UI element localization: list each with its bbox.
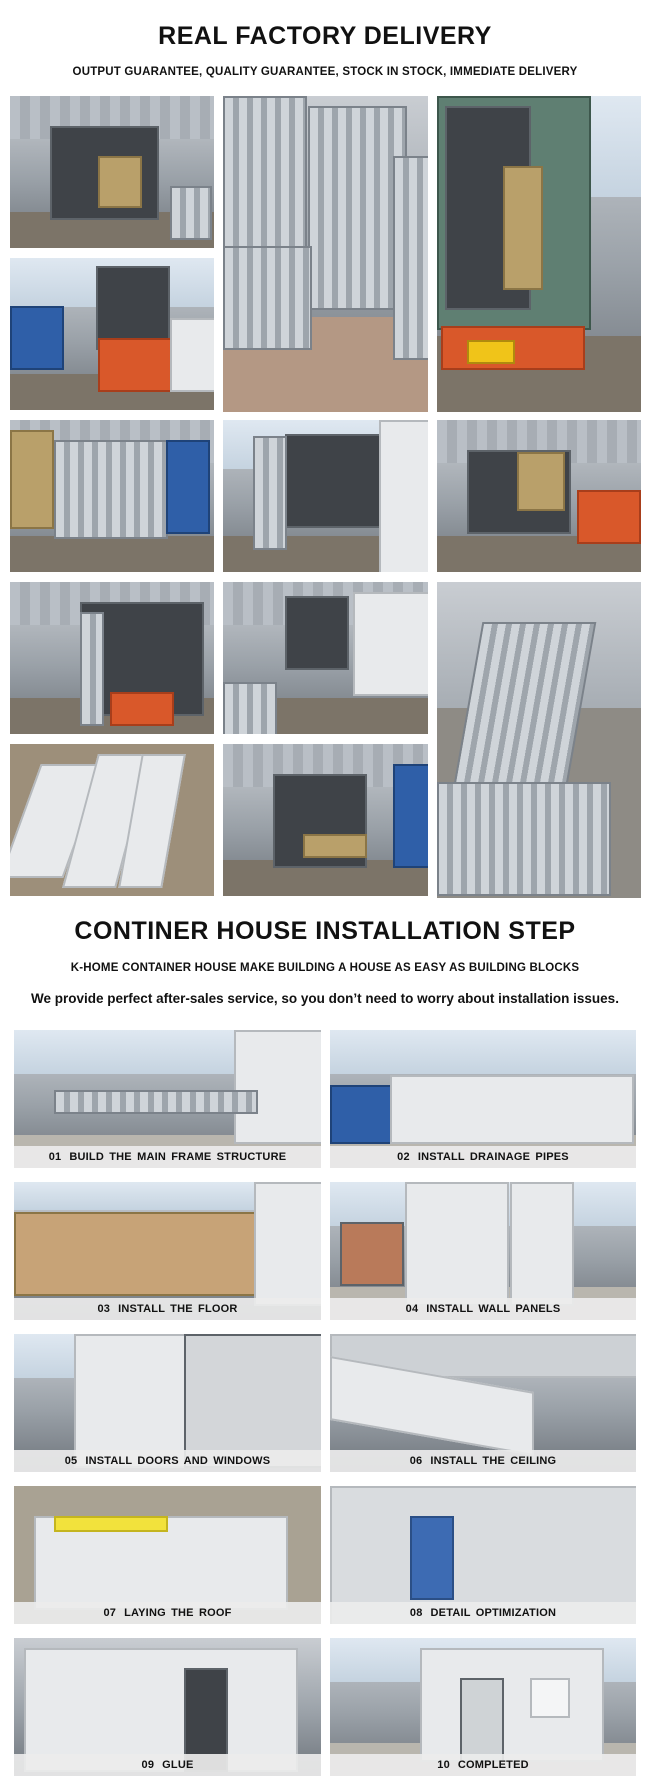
delivery-photo-5	[10, 420, 214, 572]
delivery-photo-7	[437, 420, 641, 572]
step-label: DETAIL OPTIMIZATION	[430, 1607, 557, 1619]
step-number: 04	[405, 1303, 419, 1315]
delivery-photo-2	[223, 96, 428, 412]
delivery-photo-4	[10, 258, 214, 410]
delivery-photo-9	[223, 582, 428, 734]
step-label: INSTALL THE FLOOR	[118, 1303, 238, 1315]
step-photo-05	[14, 1334, 321, 1472]
step-caption-04	[330, 1298, 636, 1320]
step-caption-02	[330, 1146, 636, 1168]
step-label: INSTALL THE CEILING	[430, 1455, 557, 1467]
step-label: COMPLETED	[457, 1759, 529, 1771]
step-caption-09	[14, 1754, 321, 1776]
installation-subtitle: K-HOME CONTAINER HOUSE MAKE BUILDING A HOUSE AS EASY AS BUILDING BLOCKS	[70, 962, 580, 974]
step-caption-07	[14, 1602, 321, 1624]
installation-note: We provide perfect after-sales service, so you don’t need to worry about installation issues.	[31, 991, 619, 1006]
delivery-photo-6	[223, 420, 428, 572]
step-caption-03	[14, 1298, 321, 1320]
step-photo-07	[14, 1486, 321, 1624]
installation-title: CONTINER HOUSE INSTALLATION STEP	[74, 917, 576, 945]
step-caption-06	[330, 1450, 636, 1472]
step-caption-05	[14, 1450, 321, 1472]
step-caption-10	[330, 1754, 636, 1776]
step-caption-01	[14, 1146, 321, 1168]
step-photo-06	[330, 1334, 636, 1472]
step-number: 08	[409, 1607, 423, 1619]
delivery-subtitle: OUTPUT GUARANTEE, QUALITY GUARANTEE, STOCK IN STOCK, IMMEDIATE DELIVERY	[72, 66, 578, 78]
step-photo-10	[330, 1638, 636, 1776]
step-number: 01	[48, 1151, 62, 1163]
step-number: 10	[437, 1759, 450, 1771]
step-photo-09	[14, 1638, 321, 1776]
step-label: INSTALL WALL PANELS	[426, 1303, 561, 1315]
step-label: GLUE	[162, 1759, 194, 1771]
step-photo-03	[14, 1182, 321, 1320]
step-photo-02	[330, 1030, 636, 1168]
step-number: 05	[64, 1455, 78, 1467]
step-label: INSTALL DOORS AND WINDOWS	[85, 1455, 271, 1467]
step-photo-04	[330, 1182, 636, 1320]
step-label: LAYING THE ROOF	[124, 1607, 232, 1619]
step-number: 02	[397, 1151, 410, 1163]
delivery-photo-8	[10, 582, 214, 734]
step-number: 07	[103, 1607, 117, 1619]
delivery-photo-1	[10, 96, 214, 248]
delivery-photo-12	[223, 744, 428, 896]
step-caption-08	[330, 1602, 636, 1624]
delivery-title: REAL FACTORY DELIVERY	[158, 22, 492, 50]
step-label: BUILD THE MAIN FRAME STRUCTURE	[69, 1151, 287, 1163]
delivery-photo-10	[437, 582, 641, 898]
step-number: 03	[97, 1303, 111, 1315]
delivery-photo-11	[10, 744, 214, 896]
step-number: 09	[141, 1759, 155, 1771]
step-photo-01	[14, 1030, 321, 1168]
step-number: 06	[409, 1455, 423, 1467]
delivery-photo-3	[437, 96, 641, 412]
step-photo-08	[330, 1486, 636, 1624]
step-label: INSTALL DRAINAGE PIPES	[417, 1151, 569, 1163]
